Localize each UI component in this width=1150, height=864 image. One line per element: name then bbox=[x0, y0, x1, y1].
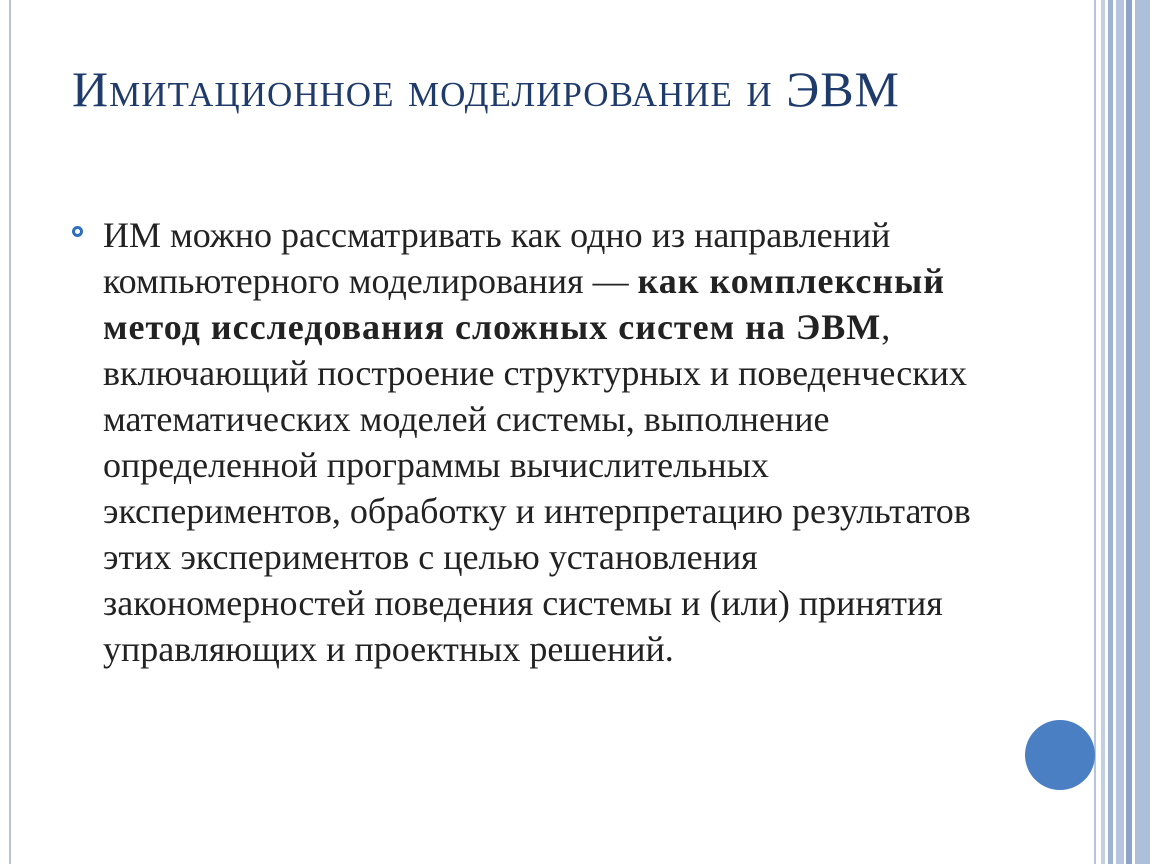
edge-stripe bbox=[1135, 0, 1150, 864]
slide-title: Имитационное моделирование и ЭВМ bbox=[72, 61, 901, 117]
edge-stripe bbox=[1101, 0, 1105, 864]
edge-stripe bbox=[1126, 0, 1132, 864]
edge-stripe bbox=[1108, 0, 1113, 864]
decorative-circle-icon bbox=[1025, 720, 1095, 790]
edge-stripe bbox=[1116, 0, 1124, 864]
frame-line-right bbox=[1094, 0, 1096, 864]
bullet-text-intro: ИМ можно рассматривать как одно из направлений компьютерного моделирования — bbox=[103, 215, 891, 301]
bullet-text-bold: как комплексный метод исследования сложных систем на ЭВМ bbox=[103, 261, 945, 347]
bullet-item bbox=[103, 212, 983, 672]
frame-line-left bbox=[9, 0, 11, 864]
bullet-text-rest: , включающий построение структурных и поведенческих математических моделей системы, выполнение определенной программы вычислительных экспериментов, обработку и интерпретацию результатов этих экспериментов с целью установления закономерностей поведения системы и (или) принятия управляющих и проектных решений. bbox=[103, 307, 971, 669]
bullet-circle-icon bbox=[72, 226, 83, 237]
